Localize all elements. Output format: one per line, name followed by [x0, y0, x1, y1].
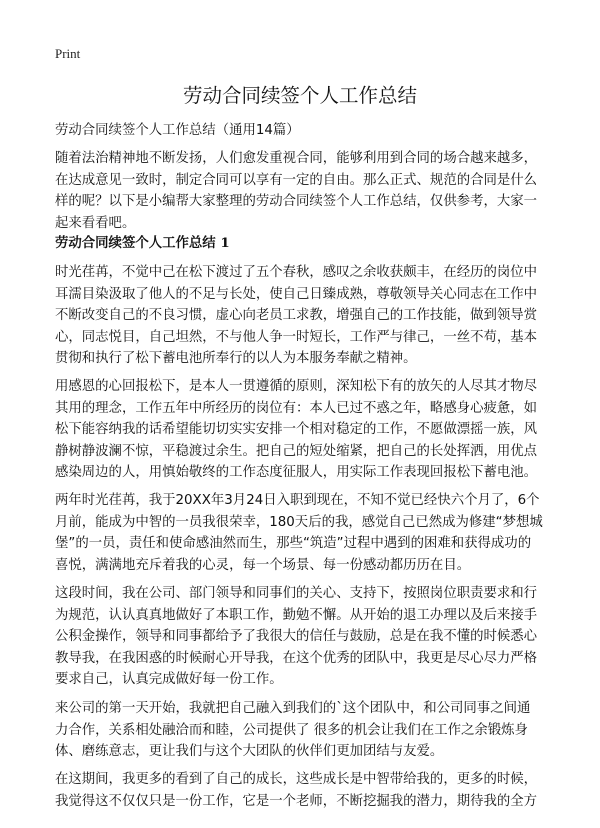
text-line: 贯彻和执行了松下蓄电池所奉行的以人为本服务奉献之精神。: [55, 351, 417, 367]
paragraph: [55, 698, 530, 763]
page-title: 劳动合同续签个人工作总结: [182, 84, 417, 107]
text-line: 这段时间，我在公司、部门领导和同事们的关心、支持下，按照岗位职责要求和行: [55, 586, 538, 601]
text-line: 心，同志悦目，自己坦然，不与他人争一时短长，工作严与律己，一丝不苟，基本: [55, 329, 538, 345]
intro-paragraph: [55, 148, 537, 234]
text-line: 体、磨练意志，更让我们与这个大团队的伙伴们更加团结与友爱。: [55, 744, 444, 760]
text-line: 两年时光荏苒，我于20XX年3月24日入职到现在，不知不觉已经快六个月了，6个: [55, 493, 540, 508]
text-line: 我觉得这不仅仅只是一份工作，它是一个老师，不断挖掘我的潜力，期待我的全方: [55, 793, 538, 809]
text-line: 教导我，在我困惑的时候耐心开导我，在这个优秀的团队中，我更是尽心尽力严格: [55, 650, 538, 666]
document-subtitle: [55, 120, 300, 142]
text-line: 时光荏苒，不觉中己在松下渡过了五个春秋，感叹之余收获颇丰，在经历的岗位中: [55, 265, 538, 280]
text-line: 静树静波澜不惊，平稳渡过余生。把自己的短处缩紧，把自己的长处挥洒，用优点: [55, 443, 538, 459]
paragraph: [55, 376, 537, 484]
subtitle-text: 劳动合同续签个人工作总结（通用14篇）: [55, 123, 300, 138]
text-line: 感染周边的人，用慎始敬终的工作态度征服人，用实际工作表现回报松下蓄电池。: [55, 465, 538, 481]
text-line: 在达成意见一致时，制定合同可以享有一定的自由。那么正式、规范的合同是什么: [55, 172, 538, 188]
text-line: 在这期间，我更多的看到了自己的成长，这些成长是中智带给我的，更多的时候，: [55, 772, 538, 787]
text-line: 用感恩的心回报松下，是本人一贯遵循的原则，深知松下有的放矢的人尽其才物尽: [55, 379, 538, 394]
text-line: 耳濡目染汲取了他人的不足与长处，使自己日臻成熟，尊敬领导关心同志在工作中: [55, 286, 538, 302]
section-heading: [55, 233, 230, 255]
text-line: 公积金操作，领导和同事都给予了我很大的信任与鼓励，总是在我不懂的时候悉心: [55, 629, 538, 645]
text-line: 来公司的第一天开始，我就把自己融入到我们的`这个团队中，和公司同事之间通: [55, 701, 531, 716]
text-line: 起来看看吧。: [55, 215, 136, 231]
print-link[interactable]: Print: [55, 46, 81, 61]
text-line: 随着法治精神地不断发扬，人们愈发重视合同，能够利用到合同的场合越来越多，: [55, 151, 538, 166]
paragraph: [55, 583, 537, 691]
text-line: 力合作，关系相处融洽而和睦，公司提供了 很多的机会让我们在工作之余锻炼身: [55, 722, 528, 738]
heading-text: 劳动合同续签个人工作总结 1: [55, 235, 230, 251]
paragraph: [55, 490, 543, 576]
text-line: 松下能容纳我的话希望能切切实实安排一个相对稳定的工作，不愿做漂摇一族，风: [55, 422, 538, 438]
text-line: 不断改变自己的不良习惯，虚心向老员工求教，增强自己的工作技能，做到领导赏: [55, 308, 538, 324]
text-line: 喜悦，满满地充斥着我的心灵，每一个场景、每一份感动都历历在目。: [55, 557, 471, 573]
text-line: 堡”的一员，责任和使命感油然而生，那些“筑造”过程中遇到的困难和获得成功的: [55, 536, 532, 552]
text-line: 样的呢？以下是小编帮大家整理的劳动合同续签个人工作总结，仅供参考，大家一: [55, 194, 538, 210]
text-line: 月前，能成为中智的一员我很荣幸，180天后的我，感觉自己已然成为修建“梦想城: [55, 514, 543, 530]
text-line: 要求自己，认真完成做好每一份工作。: [55, 672, 283, 688]
text-line: 为规范，认认真真地做好了本职工作，勤勉不懈。从开始的退工办理以及后来接手: [55, 607, 538, 623]
paragraph: [55, 262, 537, 370]
text-line: 其用的理念，工作五年中所经历的岗位有：本人已过不惑之年，略感身心疲惫，如: [55, 400, 538, 416]
paragraph: [55, 769, 537, 812]
